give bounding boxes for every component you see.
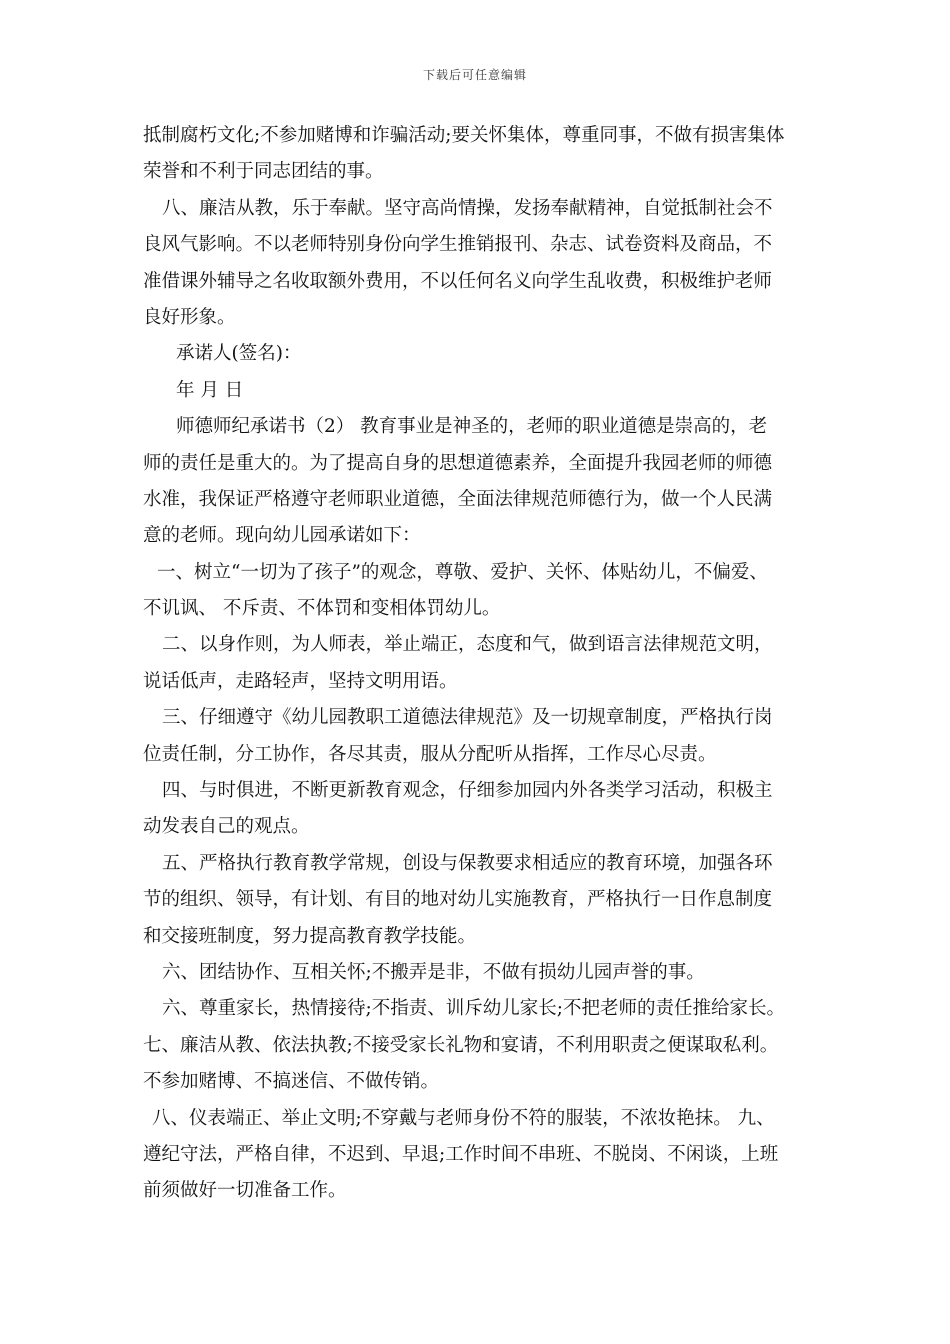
paragraph-line: 荣誉和不利于同志团结的事。 xyxy=(143,161,384,183)
paragraph-line: 良好形象。 xyxy=(143,306,236,328)
paragraph-line: 抵制腐朽文化;不参加赌博和诈骗活动;要关怀集体，尊重同事，不做有损害集体 xyxy=(143,125,785,146)
paragraph-line: 六、团结协作、互相关怀;不搬弄是非，不做有损幼儿园声誉的事。 xyxy=(162,961,705,983)
paragraph-line: 八、仪表端正、举止文明;不穿戴与老师身份不符的服装，不浓妆艳抹。 九、 xyxy=(152,1107,775,1129)
document-body xyxy=(143,118,818,1210)
paragraph-line: 五、严格执行教育教学常规，创设与保教要求相适应的教育环境，加强各环 xyxy=(162,852,773,874)
paragraph-line: 和交接班制度，努力提高教育教学技能。 xyxy=(143,925,477,947)
paragraph-line: 说话低声，走路轻声，坚持文明用语。 xyxy=(143,670,458,692)
paragraph-line: 不参加赌博、不搞迷信、不做传销。 xyxy=(143,1071,440,1093)
paragraph-line: 六、尊重家长，热情接待;不指责、训斥幼儿家长;不把老师的责任推给家长。 xyxy=(162,998,785,1020)
paragraph-line: 七、廉洁从教、依法执教;不接受家长礼物和宴请，不利用职责之便谋取私利。 xyxy=(143,1034,779,1056)
paragraph-line: 八、廉洁从教，乐于奉献。坚守高尚情操，发扬奉献精神，自觉抵制社会不 xyxy=(162,197,773,219)
paragraph-line: 节的组织、领导，有计划、有目的地对幼儿实施教育，严格执行一日作息制度 xyxy=(143,889,773,911)
paragraph-line: 准借课外辅导之名收取额外费用，不以任何名义向学生乱收费，积极维护老师 xyxy=(143,270,773,292)
paragraph-line: 遵纪守法，严格自律，不迟到、早退;工作时间不串班、不脱岗、不闲谈，上班 xyxy=(143,1143,779,1165)
paragraph-line: 四、与时俱进，不断更新教育观念，仔细参加园内外各类学习活动，积极主 xyxy=(162,780,773,802)
signature-label: 承诺人(签名)： xyxy=(176,343,302,365)
paragraph-line: 意的老师。现向幼儿园承诺如下： xyxy=(143,525,421,547)
paragraph-line: 三、仔细遵守《幼儿园教职工道德法律规范》及一切规章制度，严格执行岗 xyxy=(162,707,773,729)
paragraph-line: 师的责任是重大的。为了提高自身的思想道德素养，全面提升我园老师的师德 xyxy=(143,452,773,474)
paragraph-line: 前须做好一切准备工作。 xyxy=(143,1180,347,1202)
paragraph-line: 不讥讽、 不斥责、不体罚和变相体罚幼儿。 xyxy=(143,598,501,620)
paragraph-line: 二、以身作则，为人师表，举止端正，态度和气，做到语言法律规范文明， xyxy=(162,634,773,656)
paragraph-line: 位责任制，分工协作，各尽其责，服从分配听从指挥，工作尽心尽责。 xyxy=(143,743,717,765)
paragraph-line: 良风气影响。不以老师特别身份向学生推销报刊、杂志、试卷资料及商品，不 xyxy=(143,234,773,256)
paragraph-line: 一、树立“一切为了孩子”的观念，尊敬、爱护、关怀、体贴幼儿，不偏爱、 xyxy=(157,561,768,583)
date-label: 年 月 日 xyxy=(176,379,244,401)
paragraph-line: 师德师纪承诺书（2） 教育事业是神圣的，老师的职业道德是崇高的，老 xyxy=(176,416,768,438)
page-header: 下载后可任意编辑 xyxy=(422,68,527,82)
paragraph-line: 水准，我保证严格遵守老师职业道德，全面法律规范师德行为，做一个人民满 xyxy=(143,488,773,510)
paragraph-line: 动发表自己的观点。 xyxy=(143,816,310,838)
